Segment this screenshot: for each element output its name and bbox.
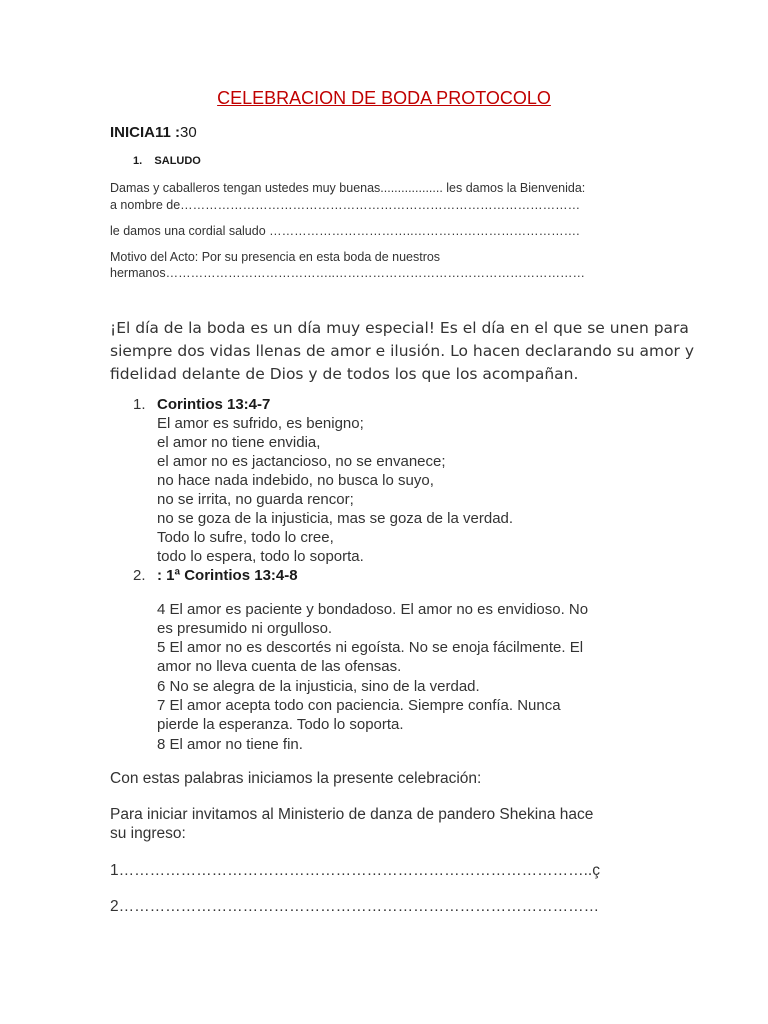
reading2-line: 6 No se alegra de la injusticia, sino de la verdad. (157, 678, 480, 695)
reading2-line: 5 El amor no es descortés ni egoísta. No se enoja fácilmente. El (157, 639, 584, 656)
reading1-number: 1. (133, 396, 146, 413)
saludo-line: a nombre de…………………………………………………………………………………… (110, 198, 581, 212)
invite-line: Para iniciar invitamos al Ministerio de danza de pandero Shekina hace (110, 806, 594, 823)
reading2-line: 4 El amor es paciente y bondadoso. El amor no es envidioso. No (157, 601, 589, 618)
reading1-line: no se goza de la injusticia, mas se goza de la verdad. (157, 510, 514, 527)
closing-line: Con estas palabras iniciamos la presente celebración: (110, 770, 482, 787)
reading2-line: 7 El amor acepta todo con paciencia. Siempre confía. Nunca (157, 697, 561, 714)
saludo-line: Motivo del Acto: Por su presencia en esta boda de nuestros (110, 250, 441, 264)
saludo-line: Damas y caballeros tengan ustedes muy buenas.................. les damos la Bienvenida: (110, 181, 586, 195)
intro-paragraph-line: ¡El día de la boda es un día muy especial! Es el día en el que se unen para (110, 319, 689, 337)
reading1-line: el amor no tiene envidia, (157, 434, 321, 451)
section-number: 1. (133, 155, 143, 167)
reading2-number: 2. (133, 567, 146, 584)
start-time-line (110, 124, 197, 141)
blank-fill-line: 1………………………………………………………………………………..ç (110, 862, 600, 879)
section-title: SALUDO (154, 155, 201, 167)
reading1-line: todo lo espera, todo lo soporta. (157, 548, 364, 565)
start-time: 30 (180, 124, 197, 141)
start-label: INICIA11 : (110, 124, 181, 141)
intro-paragraph-line: siempre dos vidas llenas de amor e ilusión. Lo hacen declarando su amor y (110, 342, 695, 360)
saludo-line: hermanos…………………………………..…………………………………………………… (110, 266, 586, 280)
reading2-line: 8 El amor no tiene fin. (157, 736, 303, 753)
intro-paragraph-line: fidelidad delante de Dios y de todos los que los acompañan. (110, 365, 579, 383)
section-heading-saludo (133, 155, 201, 167)
reading1-line: no hace nada indebido, no busca lo suyo, (157, 472, 434, 489)
reading1-line: no se irrita, no guarda rencor; (157, 491, 354, 508)
reading1-line: el amor no es jactancioso, no se envanece; (157, 453, 446, 470)
reading2-line: pierde la esperanza. Todo lo soporta. (157, 716, 404, 733)
reading2-line: es presumido ni orgulloso. (157, 620, 333, 637)
saludo-line: le damos una cordial saludo ……………………………..…………………………………. (110, 224, 580, 238)
reading2-heading: : 1ª Corintios 13:4-8 (157, 567, 298, 584)
blank-fill-line: 2………………………………………………………………………………… (110, 898, 600, 915)
reading1-heading: Corintios 13:4-7 (157, 396, 271, 413)
reading1-line: Todo lo sufre, todo lo cree, (157, 529, 334, 546)
reading1-line: El amor es sufrido, es benigno; (157, 415, 364, 432)
invite-line: su ingreso: (110, 825, 186, 842)
document-title: CELEBRACION DE BODA PROTOCOLO (217, 88, 551, 108)
reading2-line: amor no lleva cuenta de las ofensas. (157, 658, 402, 675)
